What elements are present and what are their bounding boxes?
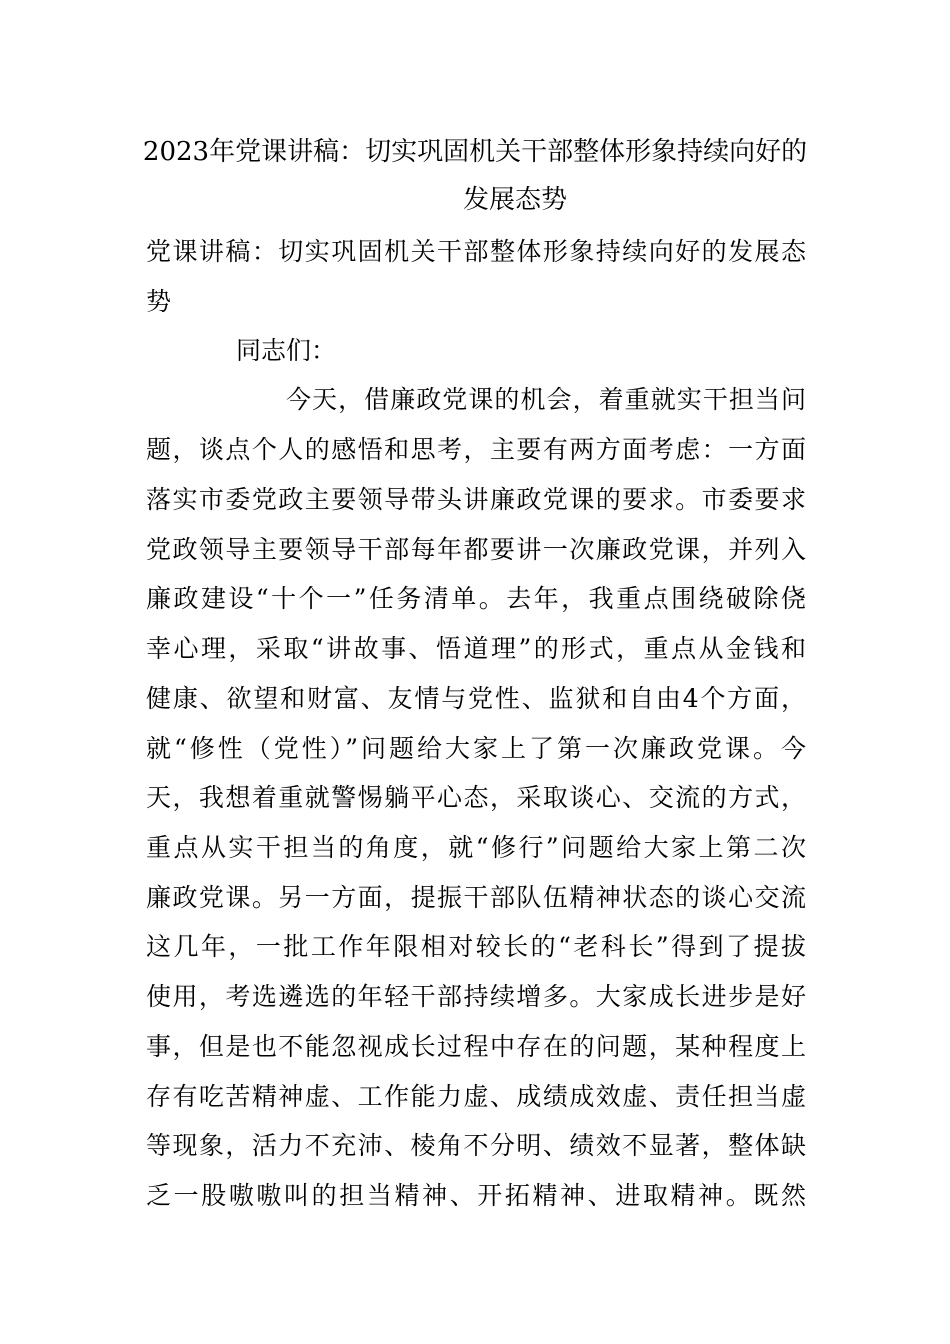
body-line: 今天，借廉政党课的机会，着重就实干担当问: [286, 385, 806, 414]
body-line: 使用，考选遴选的年轻干部持续增多。大家成长进步是好: [146, 982, 806, 1011]
body-line: 就“修性（党性）”问题给大家上了第一次廉政党课。今: [146, 734, 806, 763]
body-line: 这几年，一批工作年限相对较长的“老科长”得到了提拔: [146, 932, 806, 961]
title-line-1: 2023年党课讲稿：切实巩固机关干部整体形象持续向好的: [142, 137, 808, 167]
subtitle-line-1: 党课讲稿：切实巩固机关干部整体形象持续向好的发展态: [146, 237, 806, 266]
body-line: 乏一股嗷嗷叫的担当精神、开拓精神、进取精神。既然: [146, 1181, 806, 1210]
body-line: 幸心理，采取“讲故事、悟道理”的形式，重点从金钱和: [146, 634, 806, 663]
document-title: [140, 128, 810, 224]
body-line: 廉政党课。另一方面，提振干部队伍精神状态的谈心交流: [146, 883, 806, 912]
body-line: 重点从实干担当的角度，就“修行”问题给大家上第二次: [146, 833, 806, 862]
body-line: 等现象，活力不充沛、棱角不分明、绩效不显著，整体缺: [146, 1131, 806, 1160]
body-line: 落实市委党政主要领导带头讲廉政党课的要求。市委要求: [146, 485, 806, 514]
subtitle-line-2: 势: [146, 287, 172, 316]
body-line: 党政领导主要领导干部每年都要讲一次廉政党课，并列入: [146, 535, 806, 564]
body-line: 存有吃苦精神虚、工作能力虚、成绩成效虚、责任担当虚: [146, 1082, 806, 1111]
title-line-2: 发展态势: [462, 185, 567, 215]
greeting: 同志们：: [236, 336, 337, 365]
body-line: 健康、欲望和财富、友情与党性、监狱和自由4个方面，: [146, 684, 806, 713]
body-line: 天，我想着重就警惕躺平心态，采取谈心、交流的方式，: [146, 783, 806, 812]
body-line: 事，但是也不能忽视成长过程中存在的问题，某种程度上: [146, 1032, 806, 1061]
body-line: 廉政建设“十个一”任务清单。去年，我重点围绕破除侥: [146, 584, 806, 613]
body-line: 题，谈点个人的感悟和思考，主要有两方面考虑：一方面: [146, 435, 806, 464]
